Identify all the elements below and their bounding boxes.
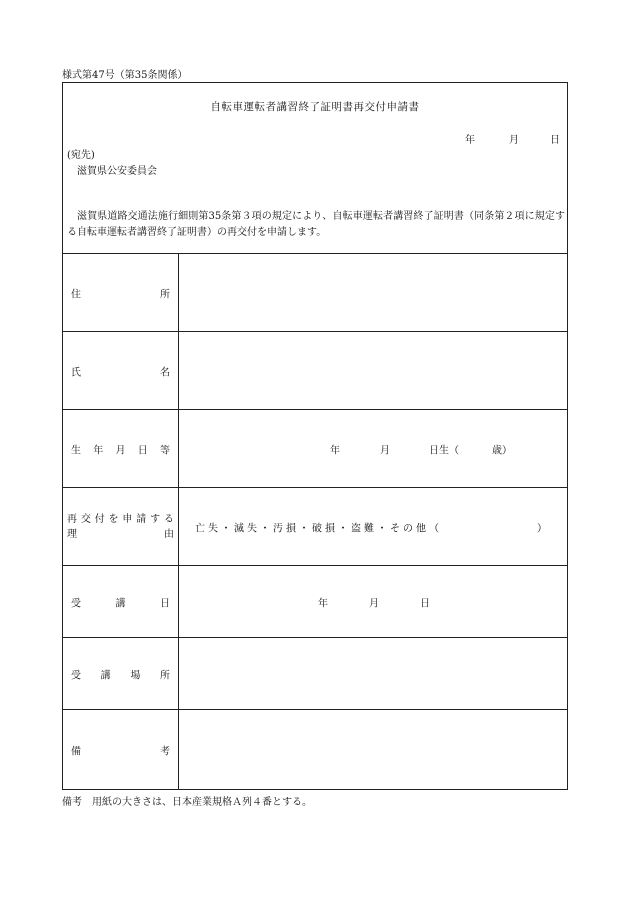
- document-title: 自転車運転者講習終了証明書再交付申請書: [210, 101, 420, 113]
- footnote: 備考 用紙の大きさは、日本産業規格Ａ列４番とする。: [62, 797, 312, 808]
- birth-year-label: 年: [330, 445, 340, 456]
- application-form: [62, 82, 568, 790]
- reason-field[interactable]: [179, 488, 567, 565]
- attend-date-field[interactable]: [179, 566, 567, 637]
- reason-label-char: 由: [164, 528, 174, 540]
- birth-label-char: 日: [137, 445, 148, 456]
- reason-options: 亡失・滅失・汚損・破損・盗難・その他（: [195, 523, 442, 534]
- attend-date-row: [63, 565, 567, 637]
- reason-label-char: 付: [94, 513, 105, 525]
- name-label-cell: [63, 332, 179, 409]
- attend-date-label-char: 受: [71, 598, 81, 609]
- date-day-label: 日: [550, 135, 560, 146]
- attend-place-label-char: 所: [159, 670, 170, 681]
- name-label: [71, 363, 170, 378]
- attend-month-label: 月: [369, 598, 379, 609]
- address-field[interactable]: [179, 254, 567, 331]
- name-label-char: 名: [160, 367, 170, 378]
- birth-label-char: 生: [71, 445, 81, 456]
- attend-place-label-cell: [63, 638, 179, 709]
- reason-label-char: を: [108, 513, 119, 525]
- address-row: [63, 253, 567, 331]
- address-label-cell: [63, 254, 179, 331]
- address-label: [71, 285, 170, 300]
- attend-place-label-char: 場: [130, 670, 141, 681]
- birth-label-char: 等: [160, 445, 170, 456]
- form-header: [63, 83, 567, 253]
- reason-close-paren: ）: [537, 523, 547, 534]
- addressee-label: (宛先): [67, 150, 95, 161]
- attend-place-label-char: 講: [100, 670, 111, 681]
- birth-label-char: 月: [115, 445, 126, 456]
- attend-place-row: [63, 637, 567, 709]
- birth-label-cell: [63, 410, 179, 487]
- reason-label-char: す: [150, 513, 161, 525]
- reason-label-char: 交: [80, 513, 91, 525]
- reason-row: [63, 487, 567, 565]
- reason-label-char: る: [163, 513, 174, 525]
- application-statement: 滋賀県道路交通法施行細則第35条第３項の規定により、自転車運転者講習終了証明書（同条第２項に規定する自転車運転者講習終了証明書）の再交付を申請します。: [67, 211, 565, 238]
- reason-label-char: 再: [67, 513, 77, 525]
- remarks-label-char: 備: [71, 746, 81, 757]
- birth-day-label: 日生（: [429, 445, 459, 456]
- form-number: 様式第47号（第35条関係）: [62, 70, 188, 81]
- attend-date-label: [71, 594, 170, 609]
- remarks-field[interactable]: [179, 710, 567, 789]
- attend-date-label-cell: [63, 566, 179, 637]
- birth-label-char: 年: [93, 445, 104, 456]
- attend-place-label-char: 受: [71, 670, 81, 681]
- reason-label-char: 請: [136, 513, 147, 525]
- attend-place-label: [71, 666, 170, 681]
- attend-day-label: 日: [420, 598, 430, 609]
- address-label-char: 住: [71, 289, 81, 300]
- name-label-char: 氏: [71, 367, 81, 378]
- remarks-label: [71, 742, 170, 757]
- remarks-label-cell: [63, 710, 179, 789]
- name-field[interactable]: [179, 332, 567, 409]
- attend-year-label: 年: [318, 598, 328, 609]
- birth-row: [63, 409, 567, 487]
- reason-label-char: 理: [67, 528, 77, 540]
- date-month-label: 月: [509, 135, 519, 146]
- date-year-label: 年: [465, 135, 475, 146]
- attend-date-label-char: 講: [115, 598, 126, 609]
- remarks-label-char: 考: [160, 746, 170, 757]
- birth-field[interactable]: [179, 410, 567, 487]
- birth-label: [71, 441, 170, 456]
- attend-place-field[interactable]: [179, 638, 567, 709]
- age-label: 歳）: [492, 445, 512, 456]
- reason-label-cell: [63, 488, 179, 565]
- reason-label: [67, 512, 174, 542]
- address-label-char: 所: [160, 289, 170, 300]
- addressee-name: 滋賀県公安委員会: [77, 166, 157, 177]
- name-row: [63, 331, 567, 409]
- attend-date-label-char: 日: [160, 598, 170, 609]
- remarks-row: [63, 709, 567, 789]
- birth-month-label: 月: [380, 445, 390, 456]
- reason-label-char: 申: [122, 513, 133, 525]
